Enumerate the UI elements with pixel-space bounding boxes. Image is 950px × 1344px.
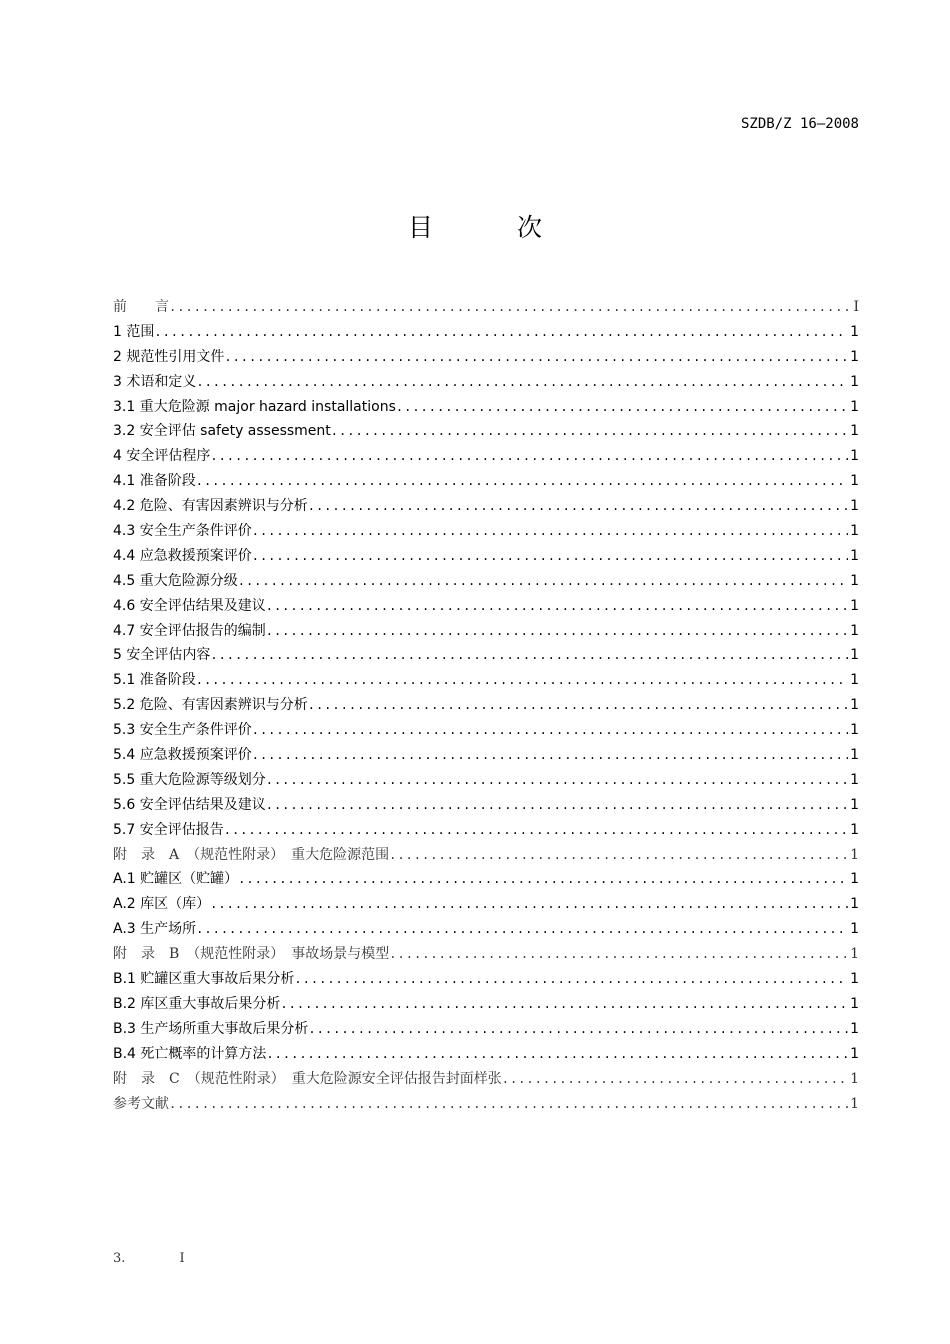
toc-entry[interactable] <box>113 346 859 371</box>
toc-leader-dots <box>308 1022 848 1036</box>
toc-leader-dots <box>196 673 848 687</box>
toc-entry-page: 1 <box>850 796 859 813</box>
toc-entry-page: 1 <box>850 896 859 913</box>
toc-entry-page: 1 <box>850 821 859 838</box>
toc-leader-dots <box>196 474 848 488</box>
toc-entry-page: 1 <box>850 697 859 714</box>
toc-entry[interactable] <box>113 470 859 495</box>
toc-entry[interactable] <box>113 296 859 321</box>
toc-entry-page: 1 <box>850 323 859 340</box>
toc-entry-label: B.3 生产场所重大事故后果分析 <box>113 1020 309 1037</box>
toc-entry-label: 4.4 应急救援预案评价 <box>113 547 252 564</box>
toc-entry[interactable] <box>113 943 859 968</box>
toc-entry[interactable] <box>113 844 859 869</box>
toc-entry-page: I <box>853 299 859 315</box>
toc-entry-label: 5.2 危险、有害因素辨识与分析 <box>113 697 308 714</box>
toc-leader-dots <box>280 997 848 1011</box>
toc-entry-label: 前 言 <box>113 299 169 315</box>
toc-entry[interactable] <box>113 321 859 346</box>
toc-entry[interactable] <box>113 445 859 470</box>
toc-leader-dots <box>308 499 848 513</box>
toc-entry[interactable] <box>113 420 859 445</box>
toc-entry[interactable] <box>113 644 859 669</box>
toc-entry-label: 4.1 准备阶段 <box>113 473 196 490</box>
toc-leader-dots <box>389 947 848 961</box>
toc-entry[interactable] <box>113 694 859 719</box>
footer-page-number: I <box>179 1251 185 1266</box>
toc-entry[interactable] <box>113 968 859 993</box>
toc-leader-dots <box>252 549 848 563</box>
toc-entry-label: 4.5 重大危险源分级 <box>113 572 238 589</box>
toc-leader-dots <box>252 524 848 538</box>
toc-entry-page: 1 <box>850 1020 859 1037</box>
toc-leader-dots <box>154 325 848 339</box>
toc-leader-dots <box>196 922 848 936</box>
toc-entry-page: 1 <box>850 846 859 863</box>
toc-entry-label: B.1 贮罐区重大事故后果分析 <box>113 971 295 988</box>
toc-leader-dots <box>331 424 848 438</box>
toc-entry[interactable] <box>113 396 859 421</box>
toc-leader-dots <box>266 624 848 638</box>
toc-entry-label: 参考文献 <box>113 1095 169 1112</box>
toc-entry-page: 1 <box>850 921 859 938</box>
footer-left-text: 3. <box>113 1251 126 1266</box>
toc-entry-page: 1 <box>850 622 859 639</box>
toc-entry-page: 1 <box>850 995 859 1012</box>
toc-leader-dots <box>502 1072 848 1086</box>
page-footer <box>113 1251 185 1266</box>
toc-leader-dots <box>266 798 848 812</box>
toc-entry-label: 5.1 准备阶段 <box>113 672 196 689</box>
toc-leader-dots <box>196 375 848 389</box>
toc-entry[interactable] <box>113 993 859 1018</box>
toc-entry-label: 4.3 安全生产条件评价 <box>113 523 252 540</box>
toc-entry-label: A.2 库区（库） <box>113 896 211 913</box>
toc-entry-page: 1 <box>850 398 859 415</box>
toc-entry-page: 1 <box>850 348 859 365</box>
toc-entry-page: 1 <box>850 572 859 589</box>
toc-leader-dots <box>169 1097 848 1111</box>
toc-leader-dots <box>266 773 848 787</box>
toc-entry[interactable] <box>113 868 859 893</box>
toc-entry-label: 5.4 应急救援预案评价 <box>113 747 252 764</box>
toc-entry[interactable] <box>113 769 859 794</box>
toc-entry-label: B.4 死亡概率的计算方法 <box>113 1045 267 1062</box>
toc-entry-label: 4.7 安全评估报告的编制 <box>113 622 266 639</box>
toc-entry-page: 1 <box>850 771 859 788</box>
toc-entry-page: 1 <box>850 423 859 440</box>
toc-entry[interactable] <box>113 819 859 844</box>
toc-leader-dots <box>169 300 851 314</box>
toc-leader-dots <box>210 449 848 463</box>
toc-entry-label: A.1 贮罐区（贮罐） <box>113 871 239 888</box>
toc-leader-dots <box>238 872 848 886</box>
toc-entry[interactable] <box>113 520 859 545</box>
toc-leader-dots <box>266 599 848 613</box>
toc-entry-page: 1 <box>850 871 859 888</box>
toc-entry[interactable] <box>113 1068 859 1093</box>
toc-entry-page: 1 <box>850 473 859 490</box>
toc-entry-label: 4.2 危险、有害因素辨识与分析 <box>113 498 308 515</box>
toc-entry-label: 1 范围 <box>113 323 155 340</box>
toc-entry-page: 1 <box>850 1045 859 1062</box>
toc-leader-dots <box>308 698 848 712</box>
toc-entry[interactable] <box>113 893 859 918</box>
toc-entry-label: 5.3 安全生产条件评价 <box>113 722 252 739</box>
toc-entry-label: 3.1 重大危险源 major hazard installations <box>113 398 396 415</box>
toc-entry[interactable] <box>113 1043 859 1068</box>
toc-leader-dots <box>396 400 848 414</box>
toc-entry-page: 1 <box>850 672 859 689</box>
toc-entry[interactable] <box>113 595 859 620</box>
toc-entry-page: 1 <box>850 647 859 664</box>
page-title: 目 次 <box>408 213 580 242</box>
toc-leader-dots <box>266 1047 848 1061</box>
toc-entry[interactable] <box>113 620 859 645</box>
toc-entry-label: 4.6 安全评估结果及建议 <box>113 597 266 614</box>
toc-entry[interactable] <box>113 495 859 520</box>
toc-entry-page: 1 <box>850 1095 859 1112</box>
toc-entry[interactable] <box>113 1018 859 1043</box>
toc-entry-label: 3 术语和定义 <box>113 373 197 390</box>
toc-entry-page: 1 <box>850 523 859 540</box>
toc-entry[interactable] <box>113 570 859 595</box>
toc-entry-label: 2 规范性引用文件 <box>113 348 225 365</box>
toc-leader-dots <box>252 748 848 762</box>
toc-entry-label: 5.7 安全评估报告 <box>113 821 224 838</box>
toc-entry[interactable] <box>113 744 859 769</box>
toc-entry-label: 5.6 安全评估结果及建议 <box>113 796 266 813</box>
toc-entry-label: 5 安全评估内容 <box>113 647 211 664</box>
toc-entry[interactable] <box>113 794 859 819</box>
toc-entry[interactable] <box>113 1093 859 1118</box>
toc-entry-label: 3.2 安全评估 safety assessment <box>113 423 331 440</box>
toc-leader-dots <box>389 848 848 862</box>
toc-entry[interactable] <box>113 719 859 744</box>
toc-leader-dots <box>294 972 848 986</box>
toc-entry-label: 附 录 C （规范性附录） 重大危险源安全评估报告封面样张 <box>113 1070 502 1087</box>
toc-entry-page: 1 <box>850 597 859 614</box>
toc-entry-page: 1 <box>850 498 859 515</box>
toc-leader-dots <box>224 823 848 837</box>
toc-leader-dots <box>238 574 848 588</box>
standard-code: SZDB/Z 16—2008 <box>740 116 859 132</box>
table-of-contents <box>113 296 859 1117</box>
toc-entry-page: 1 <box>850 971 859 988</box>
toc-entry-label: 附 录 B （规范性附录） 事故场景与模型 <box>113 946 390 963</box>
toc-entry-page: 1 <box>850 946 859 963</box>
toc-entry[interactable] <box>113 918 859 943</box>
toc-entry-page: 1 <box>850 373 859 390</box>
toc-entry-page: 1 <box>850 747 859 764</box>
toc-entry-label: B.2 库区重大事故后果分析 <box>113 995 281 1012</box>
toc-entry[interactable] <box>113 371 859 396</box>
toc-leader-dots <box>210 648 848 662</box>
toc-entry-label: A.3 生产场所 <box>113 921 197 938</box>
toc-entry-page: 1 <box>850 722 859 739</box>
toc-entry-label: 4 安全评估程序 <box>113 448 211 465</box>
toc-entry-page: 1 <box>850 1070 859 1087</box>
toc-leader-dots <box>210 897 848 911</box>
toc-leader-dots <box>224 350 848 364</box>
toc-entry-label: 5.5 重大危险源等级划分 <box>113 771 266 788</box>
toc-entry[interactable] <box>113 545 859 570</box>
toc-entry-label: 附 录 A （规范性附录） 重大危险源范围 <box>113 846 390 863</box>
toc-entry[interactable] <box>113 669 859 694</box>
toc-leader-dots <box>252 723 848 737</box>
toc-entry-page: 1 <box>850 547 859 564</box>
toc-entry-page: 1 <box>850 448 859 465</box>
